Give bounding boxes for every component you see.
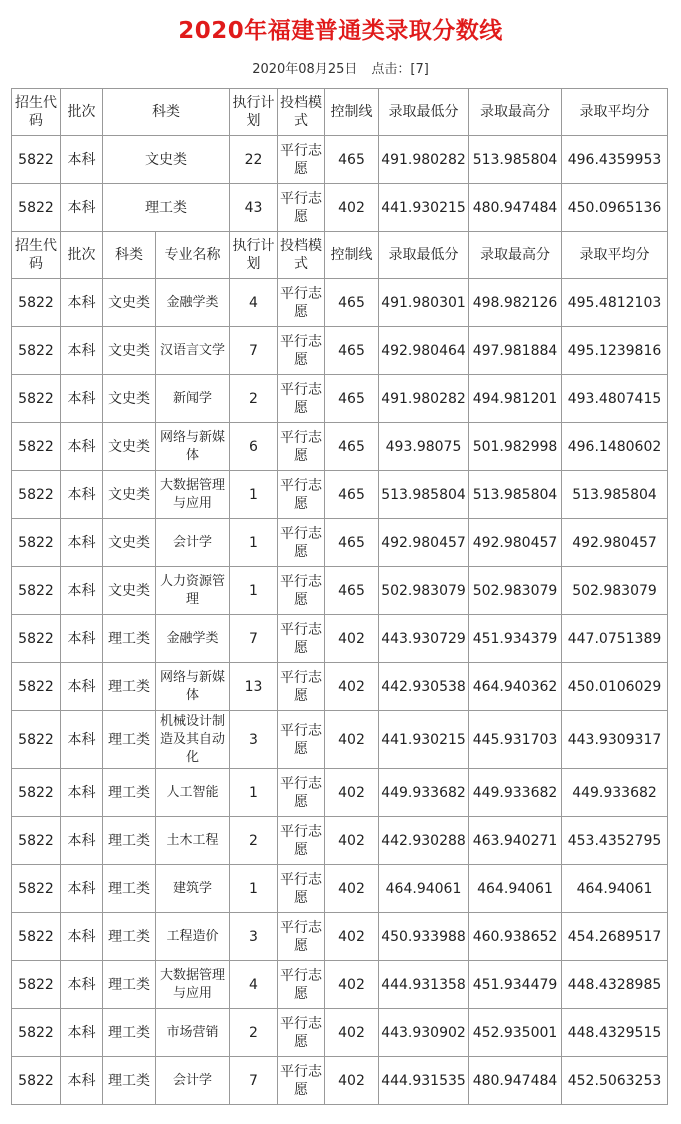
major-name-cell: 汉语言文学 [156, 327, 230, 375]
max-score-cell: 480.947484 [469, 1057, 562, 1105]
major-name-cell: 工程造价 [156, 913, 230, 961]
major-name-cell: 建筑学 [156, 865, 230, 913]
control-line-cell: 465 [325, 279, 379, 327]
detail-row [12, 913, 668, 961]
min-score-cell: 464.94061 [379, 865, 469, 913]
detail-row [12, 471, 668, 519]
plan-count-cell: 7 [230, 1057, 278, 1105]
avg-score-cell: 464.94061 [562, 865, 668, 913]
min-score-cell: 450.933988 [379, 913, 469, 961]
category-cell: 理工类 [103, 615, 156, 663]
control-line-cell: 465 [325, 423, 379, 471]
min-score-cell: 449.933682 [379, 769, 469, 817]
avg-score-cell: 450.0965136 [562, 184, 668, 232]
avg-score-cell: 453.4352795 [562, 817, 668, 865]
batch-cell: 本科 [61, 1009, 103, 1057]
batch-cell: 本科 [61, 663, 103, 711]
batch-cell: 本科 [61, 961, 103, 1009]
control-line-cell: 402 [325, 1009, 379, 1057]
control-line-cell: 402 [325, 184, 379, 232]
category-cell: 理工类 [103, 184, 230, 232]
filing-mode-cell: 平行志愿 [278, 769, 325, 817]
max-score-cell: 513.985804 [469, 136, 562, 184]
plan-count-cell: 4 [230, 961, 278, 1009]
header-enroll-code-cell: 招生代码 [12, 232, 61, 279]
major-name-cell: 土木工程 [156, 817, 230, 865]
avg-score-cell: 495.4812103 [562, 279, 668, 327]
plan-count-cell: 4 [230, 279, 278, 327]
score-table-body [12, 89, 668, 1105]
avg-score-cell: 454.2689517 [562, 913, 668, 961]
min-score-cell: 443.930729 [379, 615, 469, 663]
major-name-cell: 新闻学 [156, 375, 230, 423]
header-plan-count-cell: 执行计划 [230, 232, 278, 279]
category-cell: 理工类 [103, 961, 156, 1009]
header-batch-cell: 批次 [61, 89, 103, 136]
filing-mode-cell: 平行志愿 [278, 184, 325, 232]
enroll-code-cell: 5822 [12, 663, 61, 711]
avg-score-cell: 496.1480602 [562, 423, 668, 471]
control-line-cell: 402 [325, 913, 379, 961]
enroll-code-cell: 5822 [12, 567, 61, 615]
min-score-cell: 443.930902 [379, 1009, 469, 1057]
header-avg-score-cell: 录取平均分 [562, 232, 668, 279]
filing-mode-cell: 平行志愿 [278, 615, 325, 663]
header-filing-mode-cell: 投档模式 [278, 89, 325, 136]
header-min-score-cell: 录取最低分 [379, 232, 469, 279]
plan-count-cell: 1 [230, 519, 278, 567]
summary-header-row [12, 89, 668, 136]
header-batch-cell: 批次 [61, 232, 103, 279]
control-line-cell: 465 [325, 471, 379, 519]
category-cell: 理工类 [103, 817, 156, 865]
major-name-cell: 机械设计制造及其自动化 [156, 711, 230, 769]
batch-cell: 本科 [61, 423, 103, 471]
header-min-score-cell: 录取最低分 [379, 89, 469, 136]
batch-cell: 本科 [61, 327, 103, 375]
header-category-cell: 科类 [103, 89, 230, 136]
avg-score-cell: 492.980457 [562, 519, 668, 567]
detail-row [12, 1009, 668, 1057]
max-score-cell: 502.983079 [469, 567, 562, 615]
batch-cell: 本科 [61, 279, 103, 327]
enroll-code-cell: 5822 [12, 327, 61, 375]
header-category-cell: 科类 [103, 232, 156, 279]
detail-row [12, 567, 668, 615]
max-score-cell: 464.94061 [469, 865, 562, 913]
plan-count-cell: 22 [230, 136, 278, 184]
major-name-cell: 网络与新媒体 [156, 663, 230, 711]
min-score-cell: 442.930288 [379, 817, 469, 865]
detail-row [12, 817, 668, 865]
enroll-code-cell: 5822 [12, 375, 61, 423]
batch-cell: 本科 [61, 865, 103, 913]
plan-count-cell: 3 [230, 711, 278, 769]
control-line-cell: 402 [325, 663, 379, 711]
avg-score-cell: 443.9309317 [562, 711, 668, 769]
header-max-score-cell: 录取最高分 [469, 89, 562, 136]
category-cell: 文史类 [103, 423, 156, 471]
control-line-cell: 465 [325, 136, 379, 184]
major-name-cell: 金融学类 [156, 615, 230, 663]
filing-mode-cell: 平行志愿 [278, 1057, 325, 1105]
enroll-code-cell: 5822 [12, 1057, 61, 1105]
filing-mode-cell: 平行志愿 [278, 663, 325, 711]
filing-mode-cell: 平行志愿 [278, 519, 325, 567]
avg-score-cell: 447.0751389 [562, 615, 668, 663]
max-score-cell: 492.980457 [469, 519, 562, 567]
control-line-cell: 465 [325, 375, 379, 423]
header-control-line-cell: 控制线 [325, 232, 379, 279]
detail-row [12, 375, 668, 423]
filing-mode-cell: 平行志愿 [278, 423, 325, 471]
publish-date: 2020年08月25日 [252, 62, 358, 77]
max-score-cell: 452.935001 [469, 1009, 562, 1057]
min-score-cell: 491.980282 [379, 136, 469, 184]
detail-row [12, 615, 668, 663]
category-cell: 文史类 [103, 567, 156, 615]
enroll-code-cell: 5822 [12, 1009, 61, 1057]
major-name-cell: 人工智能 [156, 769, 230, 817]
plan-count-cell: 13 [230, 663, 278, 711]
min-score-cell: 442.930538 [379, 663, 469, 711]
major-name-cell: 网络与新媒体 [156, 423, 230, 471]
max-score-cell: 494.981201 [469, 375, 562, 423]
major-name-cell: 会计学 [156, 1057, 230, 1105]
page-title: 2020年福建普通类录取分数线 [178, 18, 503, 44]
detail-row [12, 961, 668, 1009]
min-score-cell: 493.98075 [379, 423, 469, 471]
avg-score-cell: 448.4329515 [562, 1009, 668, 1057]
min-score-cell: 441.930215 [379, 711, 469, 769]
enroll-code-cell: 5822 [12, 961, 61, 1009]
article-meta [0, 58, 681, 77]
plan-count-cell: 2 [230, 817, 278, 865]
major-name-cell: 金融学类 [156, 279, 230, 327]
plan-count-cell: 2 [230, 375, 278, 423]
max-score-cell: 464.940362 [469, 663, 562, 711]
category-cell: 理工类 [103, 769, 156, 817]
enroll-code-cell: 5822 [12, 913, 61, 961]
max-score-cell: 445.931703 [469, 711, 562, 769]
hit-counter: 点击：[7] [371, 62, 429, 77]
enroll-code-cell: 5822 [12, 423, 61, 471]
category-cell: 文史类 [103, 519, 156, 567]
control-line-cell: 465 [325, 567, 379, 615]
avg-score-cell: 449.933682 [562, 769, 668, 817]
max-score-cell: 480.947484 [469, 184, 562, 232]
control-line-cell: 402 [325, 865, 379, 913]
min-score-cell: 441.930215 [379, 184, 469, 232]
batch-cell: 本科 [61, 1057, 103, 1105]
detail-row [12, 279, 668, 327]
detail-row [12, 769, 668, 817]
batch-cell: 本科 [61, 769, 103, 817]
avg-score-cell: 496.4359953 [562, 136, 668, 184]
plan-count-cell: 7 [230, 615, 278, 663]
filing-mode-cell: 平行志愿 [278, 567, 325, 615]
filing-mode-cell: 平行志愿 [278, 136, 325, 184]
control-line-cell: 465 [325, 519, 379, 567]
filing-mode-cell: 平行志愿 [278, 865, 325, 913]
detail-row [12, 519, 668, 567]
major-name-cell: 人力资源管理 [156, 567, 230, 615]
enroll-code-cell: 5822 [12, 865, 61, 913]
avg-score-cell: 450.0106029 [562, 663, 668, 711]
enroll-code-cell: 5822 [12, 136, 61, 184]
category-cell: 文史类 [103, 327, 156, 375]
batch-cell: 本科 [61, 913, 103, 961]
max-score-cell: 501.982998 [469, 423, 562, 471]
header-avg-score-cell: 录取平均分 [562, 89, 668, 136]
control-line-cell: 402 [325, 1057, 379, 1105]
max-score-cell: 460.938652 [469, 913, 562, 961]
max-score-cell: 497.981884 [469, 327, 562, 375]
control-line-cell: 402 [325, 817, 379, 865]
plan-count-cell: 1 [230, 769, 278, 817]
plan-count-cell: 6 [230, 423, 278, 471]
filing-mode-cell: 平行志愿 [278, 711, 325, 769]
avg-score-cell: 513.985804 [562, 471, 668, 519]
filing-mode-cell: 平行志愿 [278, 961, 325, 1009]
max-score-cell: 463.940271 [469, 817, 562, 865]
detail-row [12, 663, 668, 711]
detail-row [12, 865, 668, 913]
detail-row [12, 327, 668, 375]
plan-count-cell: 3 [230, 913, 278, 961]
batch-cell: 本科 [61, 519, 103, 567]
batch-cell: 本科 [61, 184, 103, 232]
plan-count-cell: 7 [230, 327, 278, 375]
control-line-cell: 402 [325, 769, 379, 817]
avg-score-cell: 502.983079 [562, 567, 668, 615]
control-line-cell: 402 [325, 961, 379, 1009]
avg-score-cell: 452.5063253 [562, 1057, 668, 1105]
header-enroll-code-cell: 招生代码 [12, 89, 61, 136]
enroll-code-cell: 5822 [12, 279, 61, 327]
detail-row [12, 711, 668, 769]
min-score-cell: 492.980464 [379, 327, 469, 375]
header-major-name-cell: 专业名称 [156, 232, 230, 279]
summary-row [12, 184, 668, 232]
plan-count-cell: 43 [230, 184, 278, 232]
batch-cell: 本科 [61, 136, 103, 184]
batch-cell: 本科 [61, 817, 103, 865]
filing-mode-cell: 平行志愿 [278, 327, 325, 375]
batch-cell: 本科 [61, 567, 103, 615]
avg-score-cell: 495.1239816 [562, 327, 668, 375]
filing-mode-cell: 平行志愿 [278, 279, 325, 327]
max-score-cell: 498.982126 [469, 279, 562, 327]
min-score-cell: 492.980457 [379, 519, 469, 567]
major-name-cell: 市场营销 [156, 1009, 230, 1057]
major-name-cell: 大数据管理与应用 [156, 471, 230, 519]
plan-count-cell: 2 [230, 1009, 278, 1057]
plan-count-cell: 1 [230, 471, 278, 519]
category-cell: 理工类 [103, 663, 156, 711]
category-cell: 理工类 [103, 865, 156, 913]
plan-count-cell: 1 [230, 865, 278, 913]
enroll-code-cell: 5822 [12, 615, 61, 663]
header-plan-count-cell: 执行计划 [230, 89, 278, 136]
filing-mode-cell: 平行志愿 [278, 375, 325, 423]
major-name-cell: 会计学 [156, 519, 230, 567]
category-cell: 文史类 [103, 279, 156, 327]
filing-mode-cell: 平行志愿 [278, 913, 325, 961]
header-control-line-cell: 控制线 [325, 89, 379, 136]
control-line-cell: 402 [325, 615, 379, 663]
header-filing-mode-cell: 投档模式 [278, 232, 325, 279]
enroll-code-cell: 5822 [12, 471, 61, 519]
detail-header-row [12, 232, 668, 279]
enroll-code-cell: 5822 [12, 184, 61, 232]
min-score-cell: 513.985804 [379, 471, 469, 519]
filing-mode-cell: 平行志愿 [278, 471, 325, 519]
min-score-cell: 444.931358 [379, 961, 469, 1009]
enroll-code-cell: 5822 [12, 817, 61, 865]
filing-mode-cell: 平行志愿 [278, 1009, 325, 1057]
min-score-cell: 491.980301 [379, 279, 469, 327]
category-cell: 理工类 [103, 1057, 156, 1105]
min-score-cell: 444.931535 [379, 1057, 469, 1105]
min-score-cell: 491.980282 [379, 375, 469, 423]
avg-score-cell: 493.4807415 [562, 375, 668, 423]
max-score-cell: 451.934379 [469, 615, 562, 663]
enroll-code-cell: 5822 [12, 769, 61, 817]
summary-row [12, 136, 668, 184]
control-line-cell: 465 [325, 327, 379, 375]
category-cell: 理工类 [103, 913, 156, 961]
header-max-score-cell: 录取最高分 [469, 232, 562, 279]
max-score-cell: 451.934479 [469, 961, 562, 1009]
category-cell: 文史类 [103, 375, 156, 423]
batch-cell: 本科 [61, 711, 103, 769]
batch-cell: 本科 [61, 471, 103, 519]
max-score-cell: 513.985804 [469, 471, 562, 519]
filing-mode-cell: 平行志愿 [278, 817, 325, 865]
category-cell: 理工类 [103, 711, 156, 769]
major-name-cell: 大数据管理与应用 [156, 961, 230, 1009]
detail-row [12, 1057, 668, 1105]
enroll-code-cell: 5822 [12, 519, 61, 567]
avg-score-cell: 448.4328985 [562, 961, 668, 1009]
min-score-cell: 502.983079 [379, 567, 469, 615]
max-score-cell: 449.933682 [469, 769, 562, 817]
enroll-code-cell: 5822 [12, 711, 61, 769]
category-cell: 文史类 [103, 471, 156, 519]
category-cell: 文史类 [103, 136, 230, 184]
control-line-cell: 402 [325, 711, 379, 769]
plan-count-cell: 1 [230, 567, 278, 615]
detail-row [12, 423, 668, 471]
batch-cell: 本科 [61, 375, 103, 423]
batch-cell: 本科 [61, 615, 103, 663]
category-cell: 理工类 [103, 1009, 156, 1057]
score-table [11, 88, 668, 1105]
